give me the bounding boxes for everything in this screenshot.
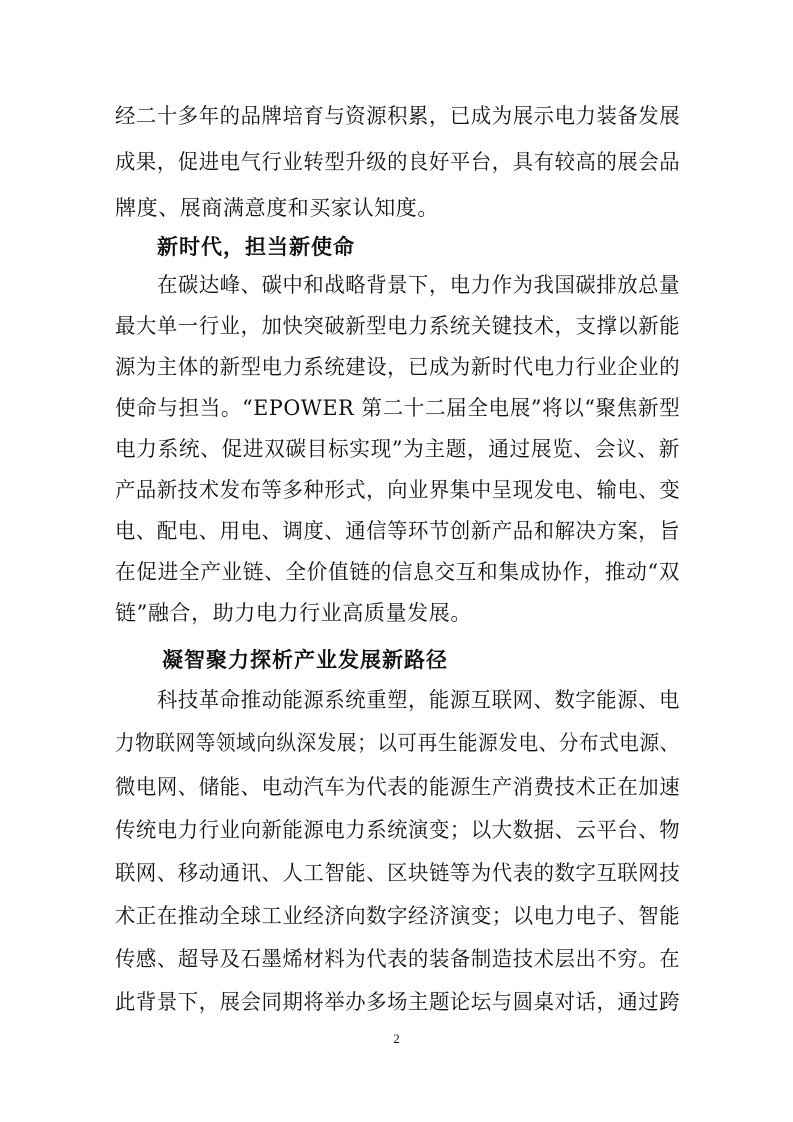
page-number: 2 bbox=[393, 1031, 400, 1046]
paragraph-line: 源为主体的新型电力系统建设，已成为新时代电力行业企业的 bbox=[115, 355, 681, 379]
paragraph-line: 联网、移动通讯、人工智能、区块链等为代表的数字互联网技 bbox=[115, 861, 681, 885]
paragraph-line: 经二十多年的品牌培育与资源积累，已成为展示电力装备发展 bbox=[115, 104, 681, 128]
paragraph-line: 科技革命推动能源系统重塑，能源互联网、数字能源、电 bbox=[157, 688, 680, 712]
paragraph-line: 电、配电、用电、调度、通信等环节创新产品和解决方案，旨 bbox=[115, 519, 681, 543]
paragraph-line: 电力系统、促进双碳目标实现”为主题，通过展览、会议、新 bbox=[115, 437, 680, 461]
paragraph-line: 术正在推动全球工业经济向数字经济演变；以电力电子、智能 bbox=[115, 904, 681, 928]
paragraph-line: 成果，促进电气行业转型升级的良好平台，具有较高的展会品 bbox=[115, 150, 681, 174]
section-heading: 凝智聚力探析产业发展新路径 bbox=[162, 648, 448, 672]
paragraph-line: 传统电力行业向新能源电力系统演变；以大数据、云平台、物 bbox=[115, 818, 681, 842]
paragraph-line: 此背景下，展会同期将举办多场主题论坛与圆桌对话，通过跨 bbox=[115, 990, 681, 1014]
paragraph-line: 在促进全产业链、全价值链的信息交互和集成协作，推动“双 bbox=[115, 560, 680, 584]
paragraph-line: 牌度、展商满意度和买家认知度。 bbox=[115, 196, 439, 220]
paragraph-line: 链”融合，助力电力行业高质量发展。 bbox=[115, 601, 472, 625]
paragraph-line: 最大单一行业，加快突破新型电力系统关键技术，支撑以新能 bbox=[115, 314, 681, 338]
paragraph-line: 产品新技术发布等多种形式，向业界集中呈现发电、输电、变 bbox=[115, 478, 681, 502]
paragraph-line: 在碳达峰、碳中和战略背景下，电力作为我国碳排放总量 bbox=[157, 273, 680, 297]
paragraph-line: 微电网、储能、电动汽车为代表的能源生产消费技术正在加速 bbox=[115, 775, 681, 799]
section-heading: 新时代，担当新使命 bbox=[157, 235, 355, 259]
paragraph-line: 使命与担当。“EPOWER 第二十二届全电展”将以“聚焦新型 bbox=[115, 396, 681, 420]
paragraph-line: 力物联网等领域向纵深发展；以可再生能源发电、分布式电源、 bbox=[115, 731, 680, 755]
paragraph-line: 传感、超导及石墨烯材料为代表的装备制造技术层出不穷。在 bbox=[115, 947, 681, 971]
